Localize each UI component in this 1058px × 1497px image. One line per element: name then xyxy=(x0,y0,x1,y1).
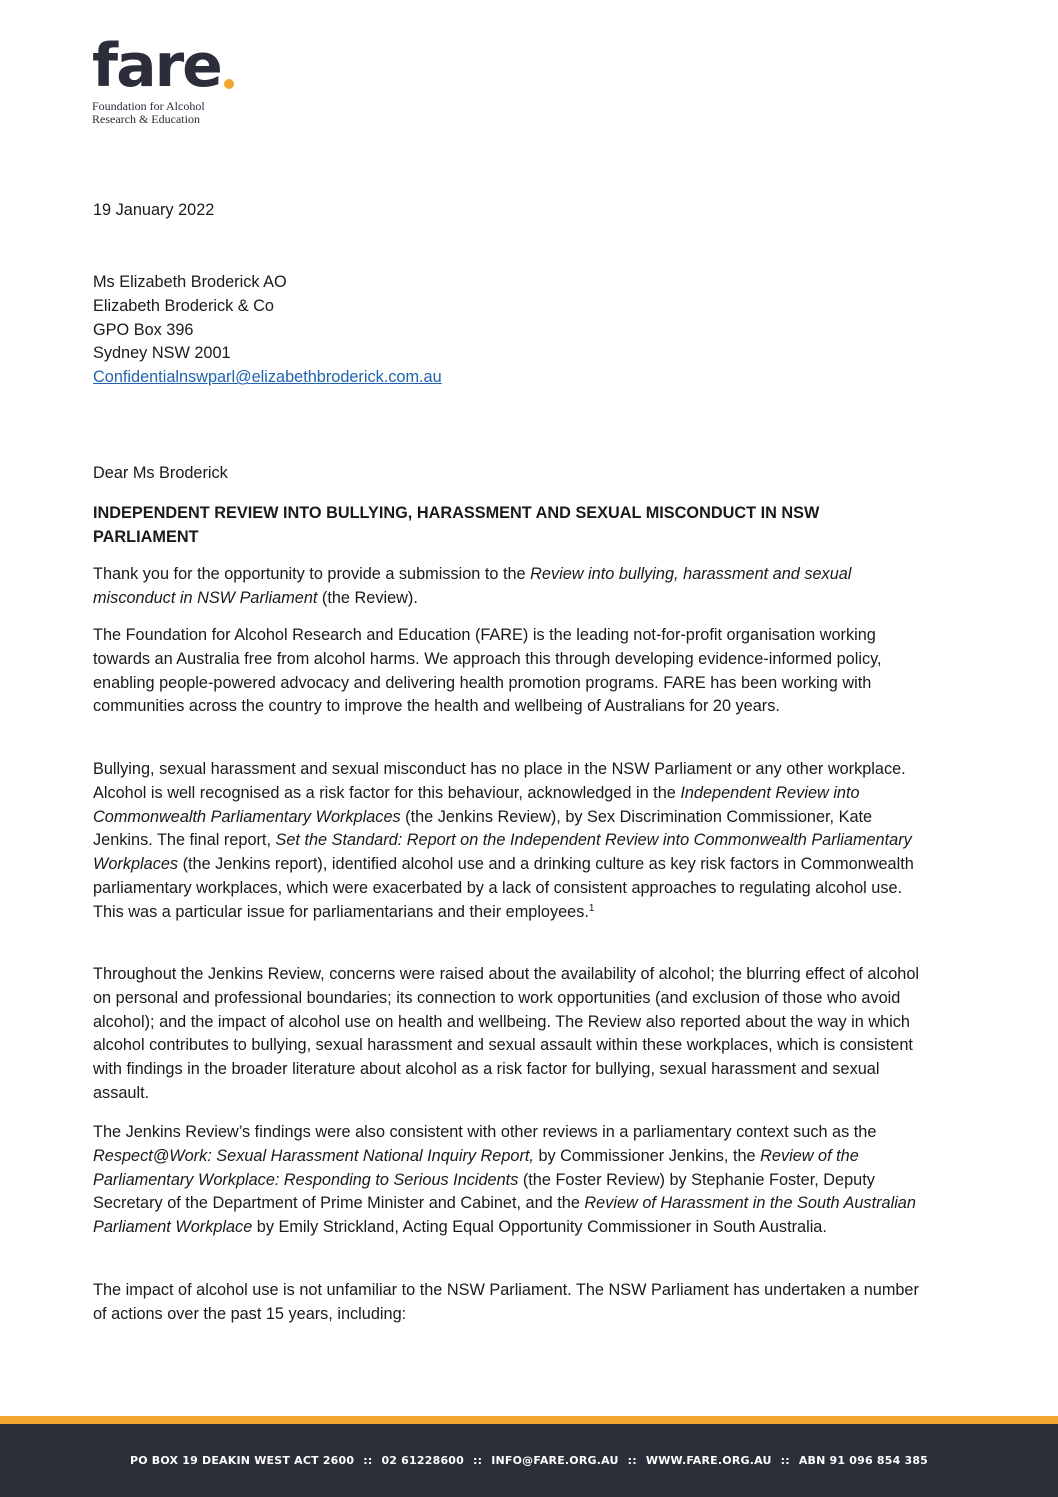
footer-address: PO BOX 19 DEAKIN WEST ACT 2600 xyxy=(129,1454,355,1467)
footer-accent-stripe xyxy=(0,1416,1058,1424)
paragraph-3 xyxy=(93,758,929,925)
recipient-address xyxy=(93,271,929,390)
p5-text-g: by Emily Strickland, Acting Equal Opportunity Commissioner in South Australia. xyxy=(252,1218,827,1237)
p5-respect-at-work-title: Respect@Work: Sexual Harassment National Inquiry Report, xyxy=(93,1146,534,1165)
footer-phone: 02 61228600 xyxy=(381,1454,465,1467)
footer-separator: :: xyxy=(473,1454,483,1467)
p3-text-e: (the Jenkins report), identified alcohol use and a drinking culture as key risk factors in Commonwealth parliamentary workplaces, which were exacerbated by a lack of consistent approaches to regulating alcohol use. This was a particular issue for parliamentarians and their employees. xyxy=(93,855,914,921)
paragraph-5 xyxy=(93,1121,929,1240)
logo-tagline-line2: Research & Education xyxy=(92,111,200,126)
recipient-company: Elizabeth Broderick & Co xyxy=(93,296,274,315)
recipient-po-box: GPO Box 396 xyxy=(93,320,194,339)
p1-text-c: (the Review). xyxy=(317,588,418,607)
p3-text-c: (the Jenkins Review), by Sex Discrimination Commissioner, Kate Jenkins. The final report, xyxy=(93,807,873,850)
footer-website[interactable]: WWW.FARE.ORG.AU xyxy=(645,1454,772,1467)
recipient-city: Sydney NSW 2001 xyxy=(93,344,231,363)
p5-text-a: The Jenkins Review’s findings were also consistent with other reviews in a parliamentary context such as the xyxy=(93,1123,877,1141)
footer-separator: :: xyxy=(363,1454,373,1467)
salutation: Dear Ms Broderick xyxy=(93,464,228,482)
fare-logo xyxy=(92,31,272,126)
p1-text-a: Thank you for the opportunity to provide a submission to the xyxy=(93,565,531,583)
paragraph-4: Throughout the Jenkins Review, concerns were raised about the availability of alcohol; the blurring effect of alcohol on personal and professional boundaries; its connection to work opportunities (and exclusion of those who avoid alcohol); and the impact of alcohol use on health and wellbeing. The Review also reported about the way in which alcohol contributes to bullying, sexual harassment and sexual assault within these workplaces, which is consistent with findings in the broader literature about alcohol as a risk factor for bullying, sexual harassment and sexual assault. xyxy=(93,965,920,1102)
p5-text-e: (the Foster Review) by Stephanie Foster, Deputy Secretary of the Department of Prime Minister and Cabinet, and the xyxy=(93,1170,875,1213)
p3-report-title: Set the Standard: Report on the Independent Review into Commonwealth Parliamentary Workplaces xyxy=(93,831,912,874)
p3-jenkins-review-title: Independent Review into Commonwealth Parliamentary Workplaces xyxy=(93,783,860,826)
p5-foster-review-title: Review of the Parliamentary Workplace: Responding to Serious Incidents xyxy=(93,1146,859,1189)
logo-dot-icon xyxy=(224,79,234,89)
footer-separator: :: xyxy=(627,1454,637,1467)
footer-band xyxy=(0,1424,1058,1497)
footnote-1-ref[interactable]: 1 xyxy=(588,902,595,914)
logo-wordmark-text: fare xyxy=(92,31,221,101)
logo-tagline-line1: Foundation for Alcohol xyxy=(92,99,205,113)
p5-text-c: by Commissioner Jenkins, the xyxy=(533,1146,761,1165)
p5-sa-review-title: Review of Harassment in the South Australian Parliament Workplace xyxy=(93,1194,916,1237)
footer-email[interactable]: INFO@FARE.ORG.AU xyxy=(491,1454,619,1467)
recipient-email-link[interactable]: Confidentialnswparl@elizabethbroderick.com.au xyxy=(93,368,442,387)
recipient-name: Ms Elizabeth Broderick AO xyxy=(93,273,287,291)
paragraph-1 xyxy=(93,563,929,611)
letter-date: 19 January 2022 xyxy=(93,201,215,219)
logo-tagline xyxy=(92,100,272,125)
p3-text-a: Bullying, sexual harassment and sexual misconduct has no place in the NSW Parliament or any other workplace. Alcohol is well recognised as a risk factor for this behaviour, acknowledged in the xyxy=(93,760,906,802)
logo-wordmark xyxy=(92,31,272,101)
footer-abn: ABN 91 096 854 385 xyxy=(798,1454,929,1467)
footer-separator: :: xyxy=(780,1454,790,1467)
letter-heading: INDEPENDENT REVIEW INTO BULLYING, HARASSMENT AND SEXUAL MISCONDUCT IN NSW PARLIAMENT xyxy=(93,504,820,546)
p1-review-title: Review into bullying, harassment and sexual misconduct in NSW Parliament xyxy=(93,565,852,607)
paragraph-2: The Foundation for Alcohol Research and Education (FARE) is the leading not-for-profit organisation working towards an Australia free from alcohol harms. We approach this through developing evidence-informed policy, enabling people-powered advocacy and delivering health promotion programs. FARE has been working with communities across the country to improve the health and wellbeing of Australians for 20 years. xyxy=(93,626,882,716)
paragraph-6: The impact of alcohol use is not unfamiliar to the NSW Parliament. The NSW Parliament has undertaken a number of actions over the past 15 years, including: xyxy=(93,1281,919,1323)
